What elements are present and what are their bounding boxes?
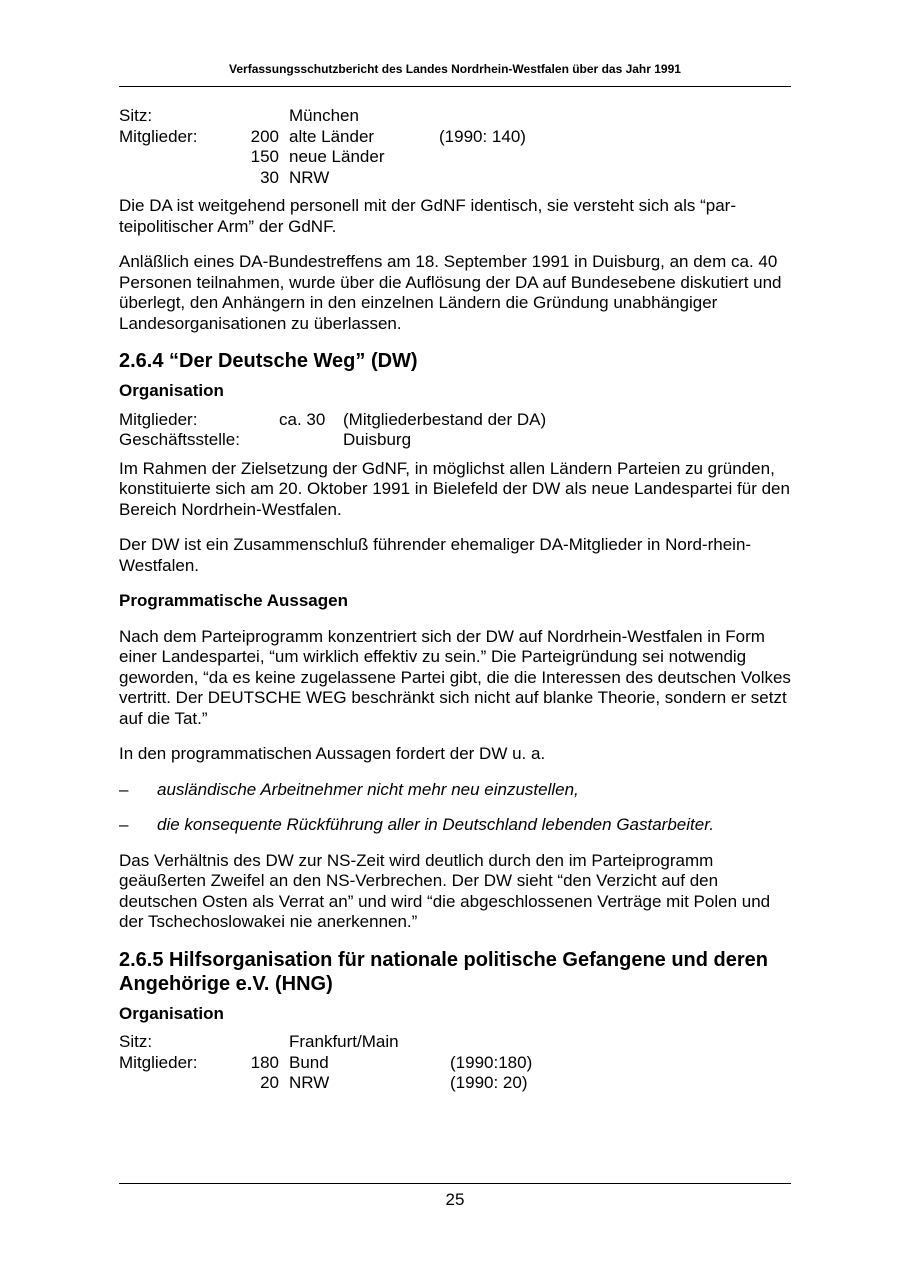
sitz-row bbox=[119, 1032, 791, 1053]
list-item-text: ausländische Arbeitnehmer nicht mehr neu einzustellen, bbox=[157, 779, 579, 799]
paragraph: Das Verhältnis des DW zur NS-Zeit wird deutlich durch den im Parteiprogramm geäußerten Zweifel an den NS-Verbrechen. Der DW sieht “den Verzicht auf den deutschen Osten als Verrat an” und wird “die abgeschlossenen Verträge mit Polen und der Tschechoslowakei nie anerkennen.” bbox=[119, 850, 771, 931]
office-row bbox=[119, 430, 791, 451]
members-row bbox=[119, 1073, 791, 1094]
members-row bbox=[119, 147, 791, 168]
office-label: Geschäftsstelle: bbox=[119, 430, 240, 449]
paragraph: In den programmatischen Aussagen fordert der DW u. a. bbox=[119, 744, 546, 763]
members-note: (Mitgliederbestand der DA) bbox=[343, 409, 547, 429]
page-number: 25 bbox=[445, 1190, 465, 1209]
members-note: (1990:180) bbox=[450, 1052, 533, 1072]
members-count: 30 bbox=[260, 167, 279, 187]
paragraph: Der DW ist ein Zusammenschluß führender ehemaliger DA-Mitglieder in Nord-rhein-Westfalen. bbox=[119, 535, 752, 575]
members-count: 180 bbox=[250, 1052, 279, 1072]
section-heading-265: 2.6.5 Hilfsorganisation für nationale politische Gefangene und deren Angehörige e.V. (HNG) bbox=[119, 948, 769, 995]
members-row bbox=[119, 127, 791, 148]
members-region: NRW bbox=[289, 1073, 330, 1092]
header-divider bbox=[119, 86, 791, 87]
section-heading-264: 2.6.4 “Der Deutsche Weg” (DW) bbox=[119, 350, 418, 372]
members-count: ca. 30 bbox=[279, 409, 326, 429]
members-count: 150 bbox=[250, 147, 279, 166]
subheading-organisation: Organisation bbox=[119, 1003, 224, 1023]
dash-icon: – bbox=[119, 815, 129, 834]
list-item-text: die konsequente Rückführung aller in Deutschland lebenden Gastarbeiter. bbox=[157, 815, 714, 834]
footer-divider bbox=[119, 1183, 791, 1184]
members-label: Mitglieder: bbox=[119, 126, 198, 146]
members-count: 20 bbox=[260, 1073, 279, 1092]
members-label: Mitglieder: bbox=[119, 409, 198, 429]
paragraph: Anläßlich eines DA-Bundestreffens am 18. September 1991 in Duisburg, an dem ca. 40 Personen teilnahmen, wurde über die Auflösung der DA auf Bundesebene diskutiert und überlegt, den Anhängern in den einzelnen Ländern die Gründung unabhängiger Landesorganisationen zu überlassen. bbox=[119, 252, 782, 333]
members-note: (1990: 140) bbox=[439, 126, 526, 146]
members-region: Bund bbox=[289, 1052, 329, 1072]
members-region: neue Länder bbox=[289, 147, 385, 166]
sitz-label: Sitz: bbox=[119, 1032, 153, 1051]
list-item bbox=[119, 815, 791, 836]
paragraph: Im Rahmen der Zielsetzung der GdNF, in möglichst allen Ländern Parteien zu gründen, konstituierte sich am 20. Oktober 1991 in Bielefeld der DW als neue Landespartei für den Bereich Nordrhein-Westfalen. bbox=[119, 458, 790, 519]
page-content bbox=[119, 106, 791, 1094]
subheading-organisation: Organisation bbox=[119, 381, 224, 400]
paragraph: Nach dem Parteiprogramm konzentriert sich der DW auf Nordrhein-Westfalen in Form einer Landespartei, “um wirklich effektiv zu sein.” Die Parteigründung sei notwendig geworden, “da es keine zugelassene Partei gibt, die die Interessen des deutschen Volkes vertritt. Der DEUTSCHE WEG beschränkt sich nicht auf blanke Theorie, sondern er setzt auf die Tat.” bbox=[119, 626, 791, 728]
paragraph: Die DA ist weitgehend personell mit der GdNF identisch, sie versteht sich als “par-teipolitischer Arm” der GdNF. bbox=[119, 196, 736, 236]
sitz-label: Sitz: bbox=[119, 106, 153, 125]
office-value: Duisburg bbox=[343, 430, 412, 449]
list-item bbox=[119, 780, 791, 801]
members-row bbox=[119, 168, 791, 189]
members-label: Mitglieder: bbox=[119, 1052, 198, 1072]
sitz-value: Frankfurt/Main bbox=[289, 1032, 399, 1051]
dash-icon: – bbox=[119, 779, 129, 799]
running-header: Verfassungsschutzbericht des Landes Nordrhein-Westfalen über das Jahr 1991 bbox=[229, 62, 681, 76]
members-region: NRW bbox=[289, 167, 330, 187]
members-note: (1990: 20) bbox=[450, 1073, 528, 1092]
members-row bbox=[119, 1053, 791, 1074]
subheading-programmatic: Programmatische Aussagen bbox=[119, 591, 348, 610]
members-count: 200 bbox=[250, 126, 279, 146]
sitz-value: München bbox=[289, 106, 359, 125]
members-region: alte Länder bbox=[289, 126, 375, 146]
members-row bbox=[119, 410, 791, 431]
sitz-row bbox=[119, 106, 791, 127]
